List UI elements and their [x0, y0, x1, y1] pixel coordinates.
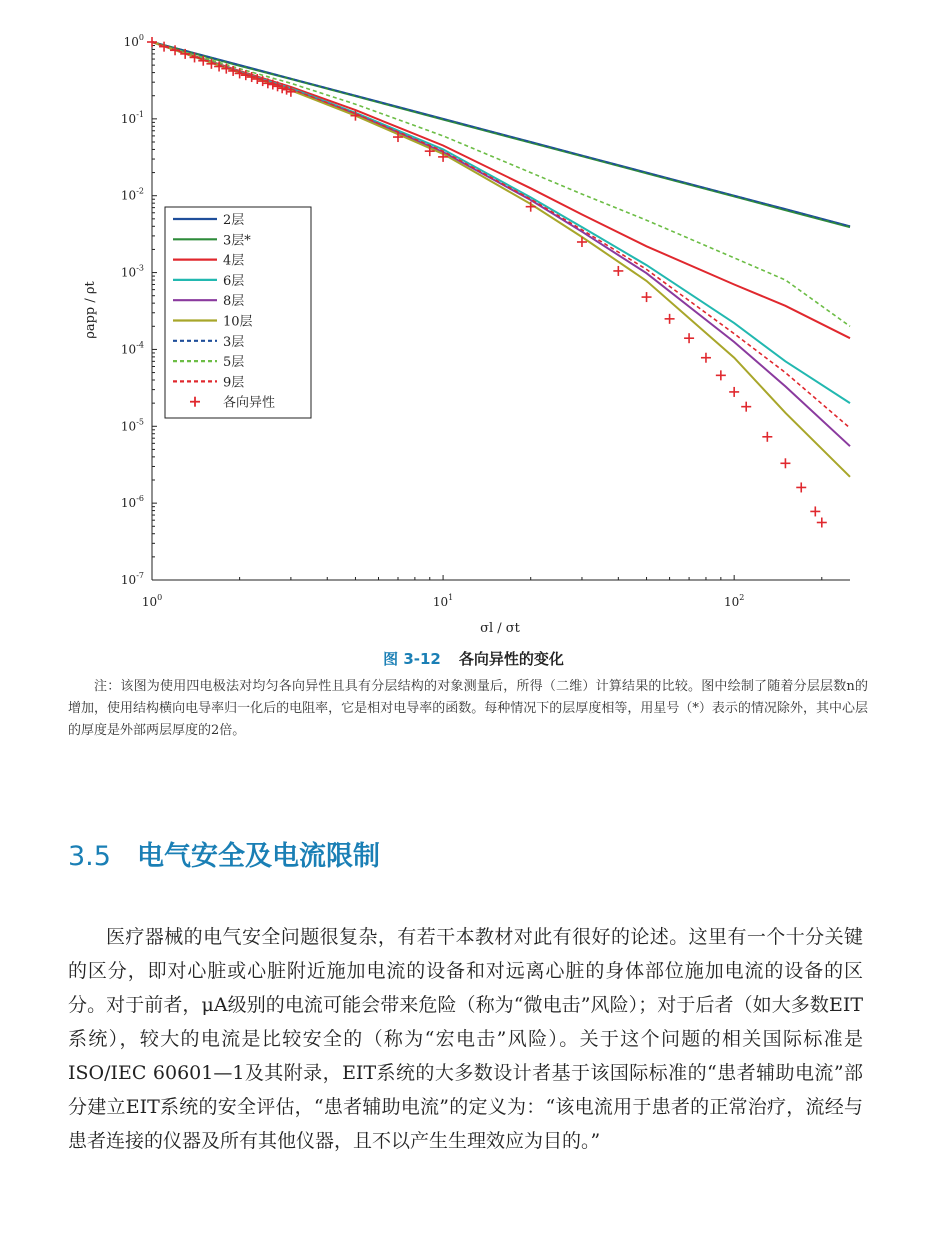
scatter-point	[817, 517, 827, 527]
y-tick-label: $10^{-7}$	[120, 571, 144, 587]
scatter-point	[147, 37, 157, 47]
figure-title: 各向异性的变化	[458, 650, 564, 668]
legend-label: 5层	[223, 355, 245, 371]
body-paragraph: 医疗器械的电气安全问题很复杂，有若干本教材对此有很好的论述。这里有一个十分关键的区分，即对心脏或心脏附近施加电流的设备和对远离心脏的身体部位施加电流的设备的区分。对于前者，μA级别的电流可能会带来危险（称为“微电击”风险）；对于后者（如大多数EIT系统），较大的电流是比较安全的（称为“宏电击”风险）。关于这个问题的相关国际标准是ISO/IEC 60601—1及其附录，EIT系统的大多数设计者基于该国际标准的“患者辅助电流”部分建立EIT系统的安全评估，“患者辅助电流”的定义为：“该电流用于患者的正常治疗，流经与患者连接的仪器及所有其他仪器，且不以产生生理效应为目的。”	[68, 926, 863, 1152]
y-tick-label: $10^{-3}$	[120, 263, 144, 280]
x-tick-label: $10^2$	[723, 593, 745, 609]
legend-label: 各向异性	[223, 395, 276, 411]
legend-label: 9层	[223, 375, 245, 391]
scatter-point	[701, 353, 711, 363]
scatter-point	[780, 458, 790, 468]
x-tick-label: $10^0$	[141, 593, 163, 609]
figure-note-text: 注：该图为使用四电极法对均匀各向异性且具有分层结构的对象测量后，所得（二维）计算结果的比较。图中绘制了随着分层层数n的增加，使用结构横向电导率归一化后的电阻率，它是相对电导率的函数。每种情况下的层厚度相等，用星号（*）表示的情况除外，其中心层的厚度是外部两层厚度的2倍。	[68, 679, 868, 738]
y-tick-label: $10^{-1}$	[120, 109, 144, 126]
scatter-point	[642, 292, 652, 302]
legend-label: 3层*	[223, 233, 251, 249]
body-text	[68, 920, 863, 1158]
scatter-point	[796, 482, 806, 492]
scatter-point	[716, 370, 726, 380]
x-axis-label: σl / σt	[480, 621, 520, 636]
legend-label: 6层	[223, 273, 245, 289]
x-tick-label: $10^1$	[432, 593, 454, 609]
legend-label: 3层	[223, 334, 245, 350]
y-tick-label: $10^{-5}$	[120, 417, 144, 434]
scatter-point	[665, 314, 675, 324]
y-tick-label: $10^0$	[123, 33, 144, 49]
y-tick-label: $10^{-2}$	[120, 186, 144, 203]
legend-label: 10层	[223, 314, 253, 330]
scatter-point	[762, 432, 772, 442]
legend-label: 2层	[223, 213, 245, 228]
figure-note	[68, 676, 868, 742]
scatter-point	[810, 506, 820, 516]
section-title: 电气安全及电流限制	[136, 841, 380, 872]
scatter-point	[684, 333, 694, 343]
figure-caption	[0, 648, 947, 669]
scatter-point	[729, 387, 739, 397]
chart-legend	[165, 207, 311, 418]
scatter-point	[613, 266, 623, 276]
y-tick-label: $10^{-4}$	[120, 340, 144, 357]
section-heading	[68, 834, 380, 873]
scatter-point	[741, 402, 751, 412]
legend-label: 4层	[223, 253, 245, 269]
scatter-point	[159, 42, 169, 52]
legend-label: 8层	[223, 294, 245, 310]
y-axis-label: ρapp / ρt	[83, 281, 98, 339]
section-number: 3.5	[68, 841, 111, 872]
y-tick-label: $10^{-6}$	[120, 494, 144, 511]
figure-label: 图 3-12	[383, 650, 441, 668]
